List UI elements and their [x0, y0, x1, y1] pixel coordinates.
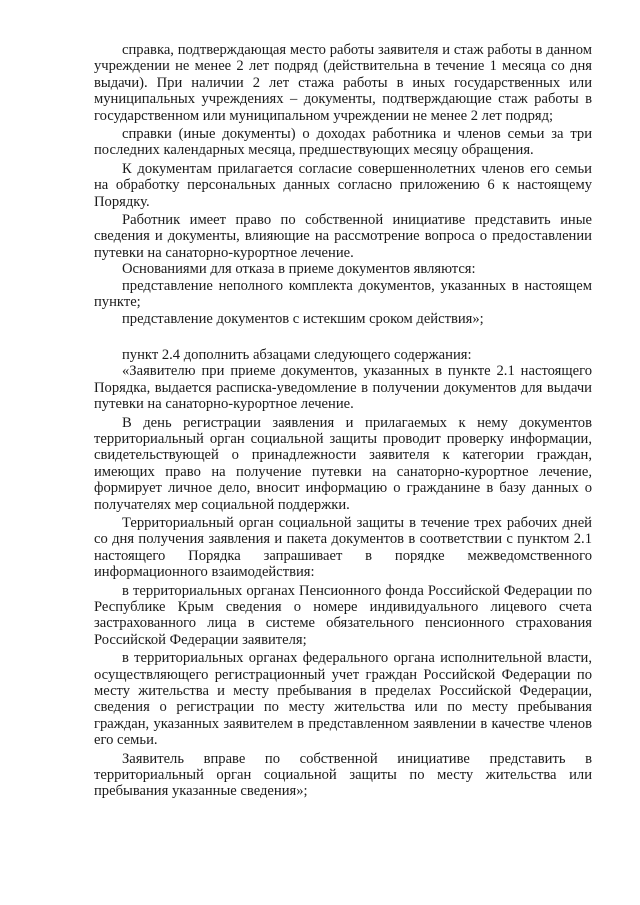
paragraph-registration-authority: в территориальных органах федерального органа исполнительной власти, осуществляющего регистрационный учет граждан Российской Федерации по месту жительства и месту пребывания в пределах Российской Федерации, сведения о регистрации по месту жительства или по месту пребывания граждан, указанных заявителем в представленном заявлении в качестве членов его семьи. [94, 650, 592, 749]
paragraph-clause-2-4: пункт 2.4 дополнить абзацами следующего содержания: [122, 346, 472, 363]
paragraph-personal-data-consent: К документам прилагается согласие совершеннолетних членов его семьи на обработку персональных данных согласно приложению 6 к настоящему Порядку. [94, 160, 592, 210]
paragraph-pension-fund: в территориальных органах Пенсионного фонда Российской Федерации по Республике Крым сведения о номере индивидуального лицевого счета застрахованного лица в системе обязательного пенсионного страхования Российской Федерации заявителя; [94, 582, 592, 648]
paragraph-expired-documents: представление документов с истекшим сроком действия»; [122, 310, 484, 327]
paragraph-own-initiative: Работник имеет право по собственной инициативе представить иные сведения и документы, влияющие на рассмотрение вопроса о предоставлении путевки на санаторно-курортное лечение. [94, 212, 592, 261]
paragraph-incomplete-set: представление неполного комплекта документов, указанных в настоящем пункте; [94, 277, 592, 311]
paragraph-employment-certificate: справка, подтверждающая место работы заявителя и стаж работы в данном учреждении не менее 2 лет подряд (действительна в течение 1 месяца со дня выдачи). При наличии 2 лет стажа работы в иных государственных или муниципальных учреждениях – документы, подтверждающие стаж работы в государственном или муниципальном учреждении не менее 2 лет подряд; [94, 42, 592, 124]
paragraph-refusal-grounds: Основаниями для отказа в приеме документов являются: [122, 261, 476, 278]
paragraph-income-certificates: справки (иные документы) о доходах работника и членов семьи за три последних календарных месяца, предшествующих месяцу обращения. [94, 126, 592, 159]
paragraph-registration-day: В день регистрации заявления и прилагаемых к нему документов территориальный орган социальной защиты проводит проверку информации, свидетельствующей о принадлежности заявителя к категории граждан, имеющих право на получение путевки на санаторно-курортное лечение, формирует личное дело, вносит информацию о гражданине в базу данных о получателях мер социальной поддержки. [94, 414, 592, 513]
paragraph-applicant-right: Заявитель вправе по собственной инициативе представить в территориальный орган социальной защиты по месту жительства или пребывания указанные сведения»; [94, 750, 592, 800]
paragraph-interagency-request: Территориальный орган социальной защиты в течение трех рабочих дней со дня получения заявления и пакета документов в соответствии с пунктом 2.1 настоящего Порядка запрашивает в порядке межведомственного информационного взаимодействия: [94, 514, 592, 581]
paragraph-receipt-notification: «Заявителю при приеме документов, указанных в пункте 2.1 настоящего Порядка, выдается расписка-уведомление в получении документов для выдачи путевки на санаторно-курортное лечение. [94, 363, 592, 413]
